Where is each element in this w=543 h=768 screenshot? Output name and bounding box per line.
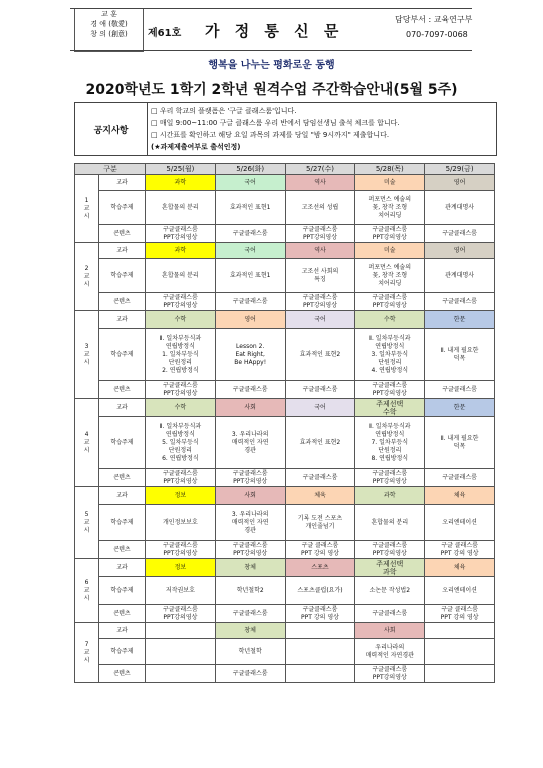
subject-cell: 한문 bbox=[425, 311, 495, 329]
content-cell: 구글 클래스룸 PPT 강의 영상 bbox=[425, 605, 495, 623]
phone-number: 070-7097-0068 bbox=[406, 30, 468, 39]
subject-cell: 영어 bbox=[425, 243, 495, 259]
notice-label: 공지사항 bbox=[75, 103, 148, 155]
subject-cell: 과학 bbox=[355, 487, 425, 505]
period-subject-row bbox=[75, 559, 495, 577]
topic-cell: 개인정보보호 bbox=[146, 505, 216, 541]
row-label-topic: 학습주제 bbox=[99, 259, 146, 293]
topic-cell bbox=[146, 639, 216, 665]
content-cell bbox=[146, 665, 216, 683]
content-cell: 구글클래스룸 PPT강의영상 bbox=[146, 469, 216, 487]
period-label: 2 교 시 bbox=[75, 243, 99, 311]
content-cell: 구글클래스룸 PPT 강의 영상 bbox=[285, 605, 355, 623]
subject-cell: 사회 bbox=[355, 623, 425, 639]
subject-cell: 한문 bbox=[425, 399, 495, 417]
subject-cell: 역사 bbox=[285, 243, 355, 259]
content-cell: 구글 클래스룸 PPT 강의 영상 bbox=[425, 541, 495, 559]
header-bottom-rule bbox=[70, 50, 472, 51]
content-cell: 구글클래스룸 bbox=[425, 469, 495, 487]
row-label-content: 콘텐츠 bbox=[99, 541, 146, 559]
period-topic-row bbox=[75, 577, 495, 605]
period-topic-row bbox=[75, 329, 495, 381]
topic-cell: 고조선 사회의 특징 bbox=[285, 259, 355, 293]
topic-cell: 기록 도전 스포츠 개인줄넘기 bbox=[285, 505, 355, 541]
notice-lines bbox=[151, 105, 400, 153]
content-cell: 구글클래스룸 bbox=[425, 381, 495, 399]
subject-cell: 주제선택 수학 bbox=[355, 399, 425, 417]
topic-cell: 효과적인 표현1 bbox=[215, 259, 285, 293]
content-cell: 구글클래스룸 bbox=[355, 605, 425, 623]
row-label-content: 콘텐츠 bbox=[99, 293, 146, 311]
issue-number: 제61호 bbox=[148, 28, 182, 39]
subject-cell bbox=[425, 623, 495, 639]
period-subject-row bbox=[75, 623, 495, 639]
header-top-rule bbox=[70, 8, 472, 9]
subject-cell: 정보 bbox=[146, 559, 216, 577]
newsletter-title: 가 정 통 신 문 bbox=[205, 22, 344, 40]
subject-cell: 영어 bbox=[425, 175, 495, 191]
topic-cell: Ⅱ. 내게 필요한 덕목 bbox=[425, 329, 495, 381]
subject-cell: 수학 bbox=[355, 311, 425, 329]
period-subject-row bbox=[75, 243, 495, 259]
content-cell: 구글클래스룸 PPT강의영상 bbox=[355, 541, 425, 559]
content-cell: 구글클래스룸 PPT강의영상 bbox=[355, 469, 425, 487]
subject-cell: 미술 bbox=[355, 175, 425, 191]
row-label-topic: 학습주제 bbox=[99, 329, 146, 381]
topic-cell: 오리엔테이션 bbox=[425, 577, 495, 605]
period-content-row bbox=[75, 469, 495, 487]
row-label-content: 콘텐츠 bbox=[99, 665, 146, 683]
content-cell: 구글클래스룸 bbox=[285, 469, 355, 487]
row-label-topic: 학습주제 bbox=[99, 191, 146, 225]
period-content-row bbox=[75, 381, 495, 399]
period-label: 4 교 시 bbox=[75, 399, 99, 487]
weekly-schedule-table bbox=[74, 163, 495, 683]
period-label: 1 교 시 bbox=[75, 175, 99, 243]
content-cell: 구글클래스룸 PPT강의영상 bbox=[215, 541, 285, 559]
subject-cell: 사회 bbox=[215, 487, 285, 505]
content-cell bbox=[425, 665, 495, 683]
period-topic-row bbox=[75, 191, 495, 225]
topic-cell: Ⅱ. 내게 필요한 덕목 bbox=[425, 417, 495, 469]
period-topic-row bbox=[75, 505, 495, 541]
page-title: 2020학년도 1학기 2학년 원격수업 주간학습안내(5월 5주) bbox=[85, 82, 458, 98]
row-label-subject: 교과 bbox=[99, 399, 146, 417]
row-label-topic: 학습주제 bbox=[99, 639, 146, 665]
content-cell: 구글클래스룸 bbox=[215, 605, 285, 623]
content-cell: 구글클래스룸 PPT강의영상 bbox=[355, 293, 425, 311]
row-label-subject: 교과 bbox=[99, 487, 146, 505]
content-cell: 구글클래스룸 bbox=[215, 293, 285, 311]
topic-cell: 고조선의 성립 bbox=[285, 191, 355, 225]
subject-cell: 국어 bbox=[285, 399, 355, 417]
content-cell: 구글클래스룸 bbox=[425, 293, 495, 311]
topic-cell: 저작권보호 bbox=[146, 577, 216, 605]
period-content-row bbox=[75, 225, 495, 243]
period-content-row bbox=[75, 665, 495, 683]
period-label: 5 교 시 bbox=[75, 487, 99, 559]
period-subject-row bbox=[75, 311, 495, 329]
topic-cell: Ⅱ. 일차부등식과 연립방정식 3. 일차부등식 단원정리 4. 연립방정식 bbox=[355, 329, 425, 381]
topic-cell: 3. 우리나라의 매력적인 자연 경관 bbox=[215, 417, 285, 469]
notice-line: (★과제제출여부로 출석인정) bbox=[151, 143, 241, 151]
subject-cell: 영어 bbox=[215, 311, 285, 329]
content-cell: 구글클래스룸 PPT강의영상 bbox=[146, 541, 216, 559]
period-label: 6 교 시 bbox=[75, 559, 99, 623]
period-content-row bbox=[75, 541, 495, 559]
notice-line: □ 매일 9:00~11:00 구글 클래스룸 우리 반에서 담임선생님 출석 체크를 합니다. bbox=[151, 119, 400, 127]
subject-cell: 체육 bbox=[285, 487, 355, 505]
topic-cell: Ⅱ. 일차부등식과 연립방정식 5. 일차부등식 단원정리 6. 연립방정식 bbox=[146, 417, 216, 469]
topic-cell bbox=[285, 639, 355, 665]
content-cell: 구글클래스룸 PPT강의영상 bbox=[215, 469, 285, 487]
row-label-subject: 교과 bbox=[99, 175, 146, 191]
content-cell: 구글클래스룸 PPT강의영상 bbox=[146, 381, 216, 399]
content-cell: 구글클래스룸 PPT강의영상 bbox=[355, 225, 425, 243]
subject-cell bbox=[146, 623, 216, 639]
topic-cell: 혼합물의 분리 bbox=[146, 191, 216, 225]
subject-cell: 정보 bbox=[146, 487, 216, 505]
row-label-subject: 교과 bbox=[99, 559, 146, 577]
topic-cell: 오리엔테이션 bbox=[425, 505, 495, 541]
topic-cell: Ⅱ. 일차부등식과 연립방정식 1. 일차부등식 단원정리 2. 연립방정식 bbox=[146, 329, 216, 381]
day-header: 5/25(월) bbox=[146, 164, 216, 175]
corner-header: 구분 bbox=[75, 164, 146, 175]
day-header: 5/29(금) bbox=[425, 164, 495, 175]
topic-cell: 학년철학2 bbox=[215, 577, 285, 605]
schedule-header-row bbox=[75, 164, 495, 175]
subject-cell: 수학 bbox=[146, 399, 216, 417]
row-label-topic: 학습주제 bbox=[99, 577, 146, 605]
day-header: 5/26(화) bbox=[215, 164, 285, 175]
content-cell: 구글클래스룸 bbox=[215, 381, 285, 399]
topic-cell bbox=[425, 639, 495, 665]
period-label: 3 교 시 bbox=[75, 311, 99, 399]
period-topic-row bbox=[75, 639, 495, 665]
subject-cell: 미술 bbox=[355, 243, 425, 259]
content-cell: 구글클래스룸 PPT강의영상 bbox=[146, 225, 216, 243]
subject-cell: 역사 bbox=[285, 175, 355, 191]
content-cell: 구글클래스룸 PPT강의영상 bbox=[355, 665, 425, 683]
topic-cell: 학년철학 bbox=[215, 639, 285, 665]
topic-cell: Ⅱ. 일차부등식과 연립방정식 7. 일차부등식 단원정리 8. 연립방정식 bbox=[355, 417, 425, 469]
topic-cell: 퍼포먼스 예술의 꽃, 창작 조형 치어리딩 bbox=[355, 259, 425, 293]
period-subject-row bbox=[75, 487, 495, 505]
day-header: 5/28(목) bbox=[355, 164, 425, 175]
period-topic-row bbox=[75, 417, 495, 469]
notice-box bbox=[74, 102, 497, 156]
topic-cell: 혼합물의 분리 bbox=[146, 259, 216, 293]
row-label-subject: 교과 bbox=[99, 243, 146, 259]
topic-cell: 소논문 작성법2 bbox=[355, 577, 425, 605]
content-cell: 구글클래스룸 bbox=[215, 225, 285, 243]
subject-cell: 사회 bbox=[215, 399, 285, 417]
subject-cell: 국어 bbox=[215, 243, 285, 259]
row-label-content: 콘텐츠 bbox=[99, 225, 146, 243]
subject-cell: 과학 bbox=[146, 243, 216, 259]
motto-line: 창 의 (創意) bbox=[90, 30, 128, 38]
row-label-content: 콘텐츠 bbox=[99, 469, 146, 487]
row-label-subject: 교과 bbox=[99, 311, 146, 329]
row-label-topic: 학습주제 bbox=[99, 505, 146, 541]
period-content-row bbox=[75, 605, 495, 623]
content-cell: 구글클래스룸 PPT강의영상 bbox=[146, 605, 216, 623]
subject-cell: 창체 bbox=[215, 623, 285, 639]
period-topic-row bbox=[75, 259, 495, 293]
row-label-subject: 교과 bbox=[99, 623, 146, 639]
subject-cell: 과학 bbox=[146, 175, 216, 191]
subject-cell: 주제선택 과학 bbox=[355, 559, 425, 577]
content-cell: 구글클래스룸 PPT강의영상 bbox=[285, 293, 355, 311]
topic-cell: 관계대명사 bbox=[425, 191, 495, 225]
department-label: 담당부서 : 교육연구부 bbox=[395, 15, 473, 24]
topic-cell: 효과적인 표현2 bbox=[285, 329, 355, 381]
row-label-content: 콘텐츠 bbox=[99, 605, 146, 623]
content-cell: 구글클래스룸 bbox=[215, 665, 285, 683]
content-cell: 구글클래스룸 bbox=[285, 381, 355, 399]
slogan: 행복을 나누는 평화로운 동행 bbox=[208, 60, 335, 71]
content-cell: 구글클래스룸 PPT강의영상 bbox=[146, 293, 216, 311]
topic-cell: 퍼포먼스 예술의 꽃, 창작 조형 치어리딩 bbox=[355, 191, 425, 225]
motto-line: 경 애 (敬愛) bbox=[90, 20, 128, 28]
period-label: 7 교 시 bbox=[75, 623, 99, 683]
content-cell: 구글클래스룸 bbox=[425, 225, 495, 243]
subject-cell: 스포츠 bbox=[285, 559, 355, 577]
topic-cell: 혼합물의 분리 bbox=[355, 505, 425, 541]
topic-cell: 관계대명사 bbox=[425, 259, 495, 293]
topic-cell: 3. 우리나라의 매력적인 자연 경관 bbox=[215, 505, 285, 541]
content-cell bbox=[285, 665, 355, 683]
content-cell: 구글클래스룸 PPT강의영상 bbox=[285, 225, 355, 243]
subject-cell: 국어 bbox=[215, 175, 285, 191]
content-cell: 구글 클래스룸 PPT 강의 영상 bbox=[285, 541, 355, 559]
notice-line: □ 시간표를 확인하고 해당 요일 과목의 과제를 당일 "밤 9시까지" 제출합니다. bbox=[151, 131, 390, 139]
content-cell: 구글클래스룸 PPT강의영상 bbox=[355, 381, 425, 399]
subject-cell bbox=[285, 623, 355, 639]
subject-cell: 체육 bbox=[425, 559, 495, 577]
topic-cell: 효과적인 표현2 bbox=[285, 417, 355, 469]
motto-line: 교 훈 bbox=[101, 10, 117, 18]
notice-line: □ 우리 학교의 플랫폼은 '구글 클래스룸'입니다. bbox=[151, 107, 297, 115]
subject-cell: 국어 bbox=[285, 311, 355, 329]
subject-cell: 수학 bbox=[146, 311, 216, 329]
period-content-row bbox=[75, 293, 495, 311]
day-header: 5/27(수) bbox=[285, 164, 355, 175]
school-motto-box bbox=[74, 8, 144, 52]
topic-cell: Lesson 2. Eat Right, Be HAppy! bbox=[215, 329, 285, 381]
topic-cell: 스포츠클럽(요가) bbox=[285, 577, 355, 605]
row-label-topic: 학습주제 bbox=[99, 417, 146, 469]
topic-cell: 우리나라의 매력적인 자연경관 bbox=[355, 639, 425, 665]
topic-cell: 효과적인 표현1 bbox=[215, 191, 285, 225]
row-label-content: 콘텐츠 bbox=[99, 381, 146, 399]
period-subject-row bbox=[75, 175, 495, 191]
subject-cell: 창체 bbox=[215, 559, 285, 577]
period-subject-row bbox=[75, 399, 495, 417]
subject-cell: 체육 bbox=[425, 487, 495, 505]
